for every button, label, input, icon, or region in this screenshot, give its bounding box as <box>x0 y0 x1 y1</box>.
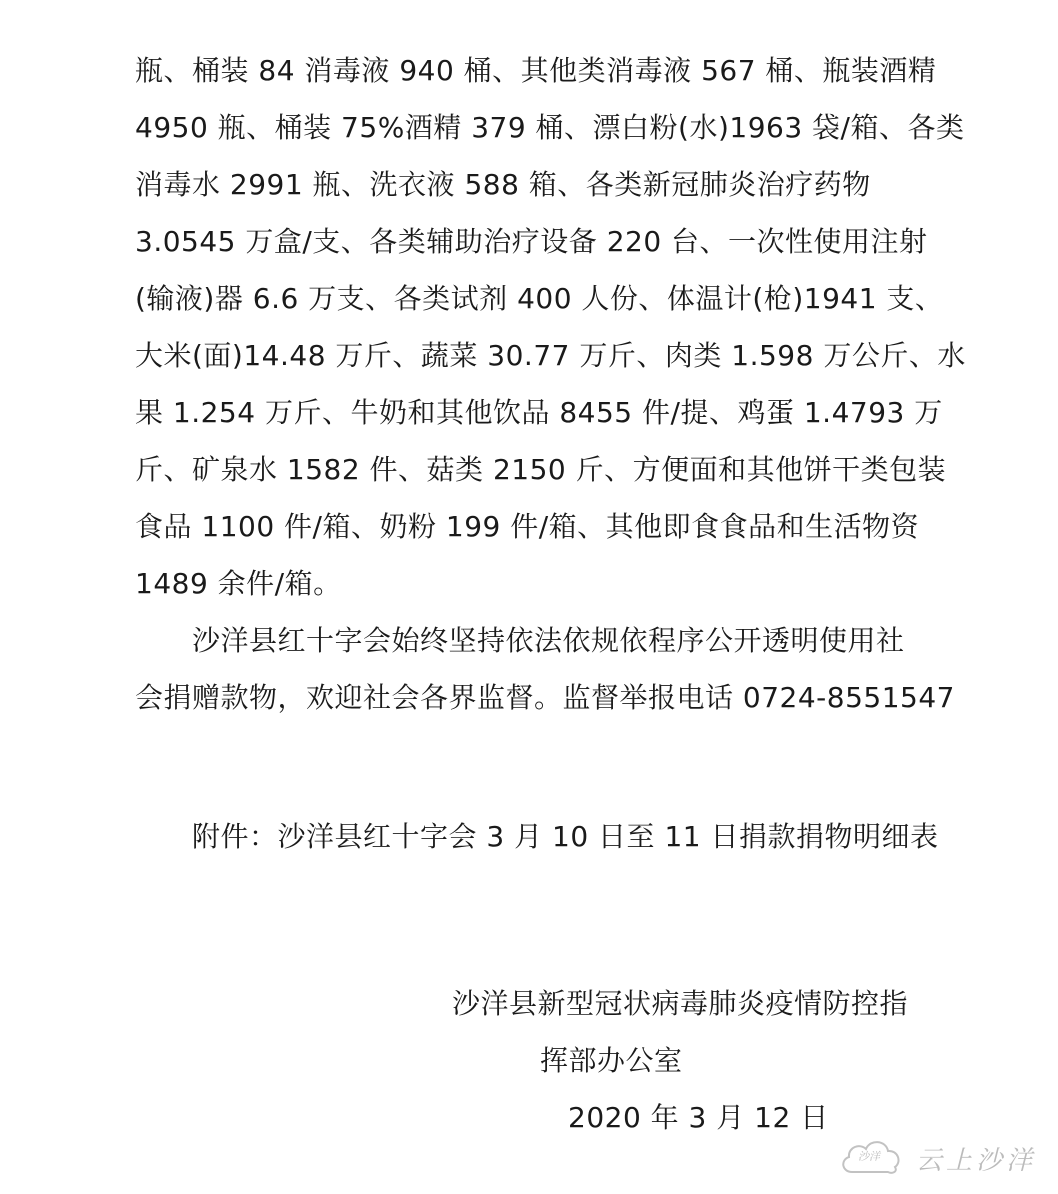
body-line: 食品 1100 件/箱、奶粉 199 件/箱、其他即食食品和生活物资 <box>135 510 920 543</box>
body-line: 1489 余件/箱。 <box>135 567 342 600</box>
watermark-logo <box>838 1134 1037 1182</box>
body-line: 果 1.254 万斤、牛奶和其他饮品 8455 件/提、鸡蛋 1.4793 万 <box>135 396 943 429</box>
body-line: (输液)器 6.6 万支、各类试剂 400 人份、体温计(枪)1941 支、 <box>135 282 944 315</box>
watermark-badge-text: 沙洋 <box>858 1150 880 1163</box>
body-line: 大米(面)14.48 万斤、蔬菜 30.77 万斤、肉类 1.598 万公斤、水 <box>135 339 966 372</box>
body-line: 4950 瓶、桶装 75%酒精 379 桶、漂白粉(水)1963 袋/箱、各类 <box>135 111 965 144</box>
body-line: 斤、矿泉水 1582 件、菇类 2150 斤、方便面和其他饼干类包装 <box>135 453 947 486</box>
signature-organization-line2: 挥部办公室 <box>540 1044 683 1077</box>
attachment-note: 附件：沙洋县红十字会 3 月 10 日至 11 日捐款捐物明细表 <box>192 820 939 853</box>
body-line: 3.0545 万盒/支、各类辅助治疗设备 220 台、一次性使用注射 <box>135 225 928 258</box>
supervision-paragraph-line2: 会捐赠款物，欢迎社会各界监督。监督举报电话 0724-8551547 <box>135 681 955 714</box>
signature-date: 2020 年 3 月 12 日 <box>568 1101 829 1134</box>
supervision-paragraph-line1: 沙洋县红十字会始终坚持依法依规依程序公开透明使用社 <box>192 624 905 657</box>
body-line: 瓶、桶装 84 消毒液 940 桶、其他类消毒液 567 桶、瓶装酒精 <box>135 54 937 87</box>
signature-organization-line1: 沙洋县新型冠状病毒肺炎疫情防控指 <box>452 987 909 1020</box>
body-line: 消毒水 2991 瓶、洗衣液 588 箱、各类新冠肺炎治疗药物 <box>135 168 871 201</box>
watermark-brand-text: 云上沙洋 <box>916 1146 1037 1176</box>
